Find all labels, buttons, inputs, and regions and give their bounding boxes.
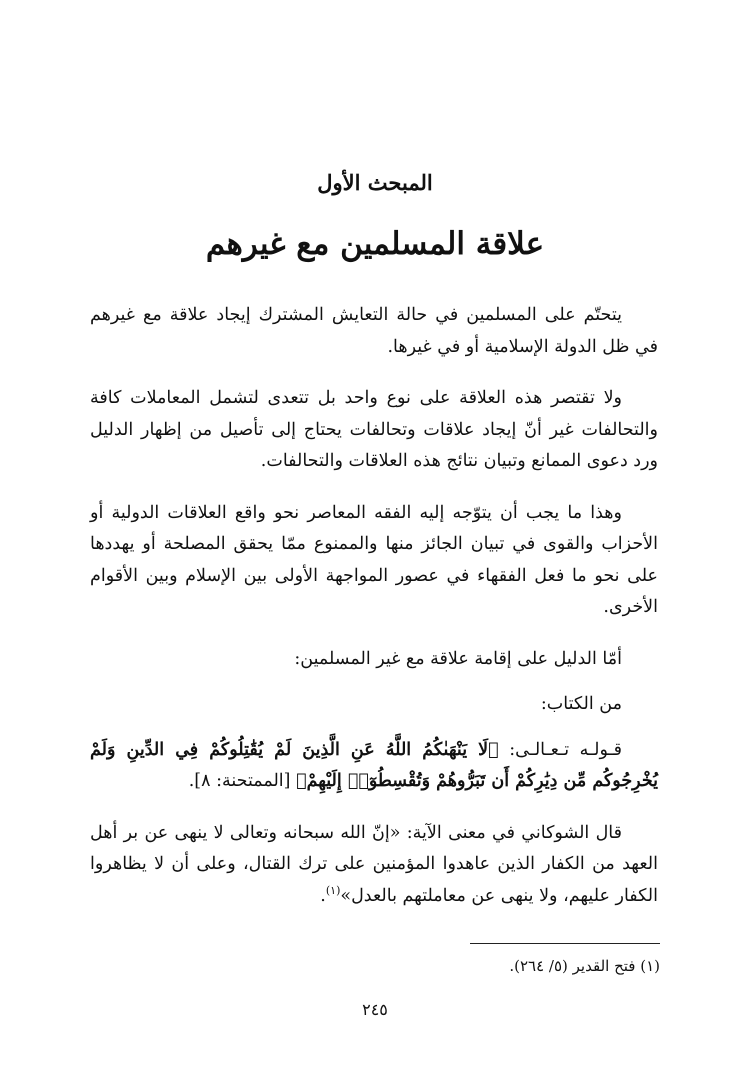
page-number: ٢٤٥ bbox=[362, 1000, 388, 1019]
source-heading: من الكتاب: bbox=[540, 694, 622, 714]
commentary-text: قال الشوكاني في معنى الآية: «إنّ الله سبحانه وتعالى لا ينهى عن بر أهل العهد من الكفار الذين عاهدوا المؤمنين على ترك القتال، وعلى أن لا يظاهروا الكفار عليهم، ولا ينهى عن معاملتهم بالعدل» bbox=[90, 822, 658, 906]
quran-paragraph bbox=[90, 735, 658, 798]
footnote-divider bbox=[470, 943, 660, 944]
section-title: المبحث الأول bbox=[317, 170, 433, 195]
body-text bbox=[90, 300, 658, 932]
quran-verse: ﴿لَا يَنْهَىٰكُمُ اللَّهُ عَنِ الَّذِينَ لَمْ يُقَٰتِلُوكُمْ فِي الدِّينِ وَلَمْ يُخْرِجُوكُم مِّن دِيَٰرِكُمْ أَن تَبَرُّوهُمْ وَتُقْسِطُوٓا۟ إِلَيْهِمْ﴾ bbox=[90, 739, 658, 791]
quran-reference: [الممتحنة: ٨]. bbox=[188, 771, 297, 791]
footnote-marker: (١) bbox=[325, 883, 341, 897]
paragraph-2: ولا تقتصر هذه العلاقة على نوع واحد بل تتعدى لتشمل المعاملات كافة والتحالفات غير أنّ إيجاد علاقات وتحالفات يحتاج إلى تأصيل من إظهار الدليل ورد دعوى الممانع وتبيان نتائج هذه العلاقات والتحالفات. bbox=[90, 388, 658, 471]
paragraph-3: وهذا ما يجب أن يتوّجه إليه الفقه المعاصر نحو واقع العلاقات الدولية أو الأحزاب والقوى في تبيان الجائز منها والممنوع ممّا يحقق المصلحة أو يهددها على نحو ما فعل الفقهاء في عصور المواجهة الأولى بين الإسلام وبين الأقوام الأخرى. bbox=[90, 502, 658, 617]
quran-intro: قـولـه تـعـالـى: bbox=[498, 739, 623, 760]
commentary-end: . bbox=[320, 885, 326, 906]
chapter-title: علاقة المسلمين مع غيرهم bbox=[205, 226, 545, 262]
footnote: (١) فتح القدير (٥/ ٢٦٤). bbox=[509, 957, 660, 975]
commentary-paragraph bbox=[90, 818, 658, 913]
evidence-heading: أمّا الدليل على إقامة علاقة مع غير المسلمين: bbox=[294, 648, 622, 669]
paragraph-1: يتحتّم على المسلمين في حالة التعايش المشترك إيجاد علاقة مع غيرهم في ظل الدولة الإسلامية أو في غيرها. bbox=[90, 305, 658, 357]
